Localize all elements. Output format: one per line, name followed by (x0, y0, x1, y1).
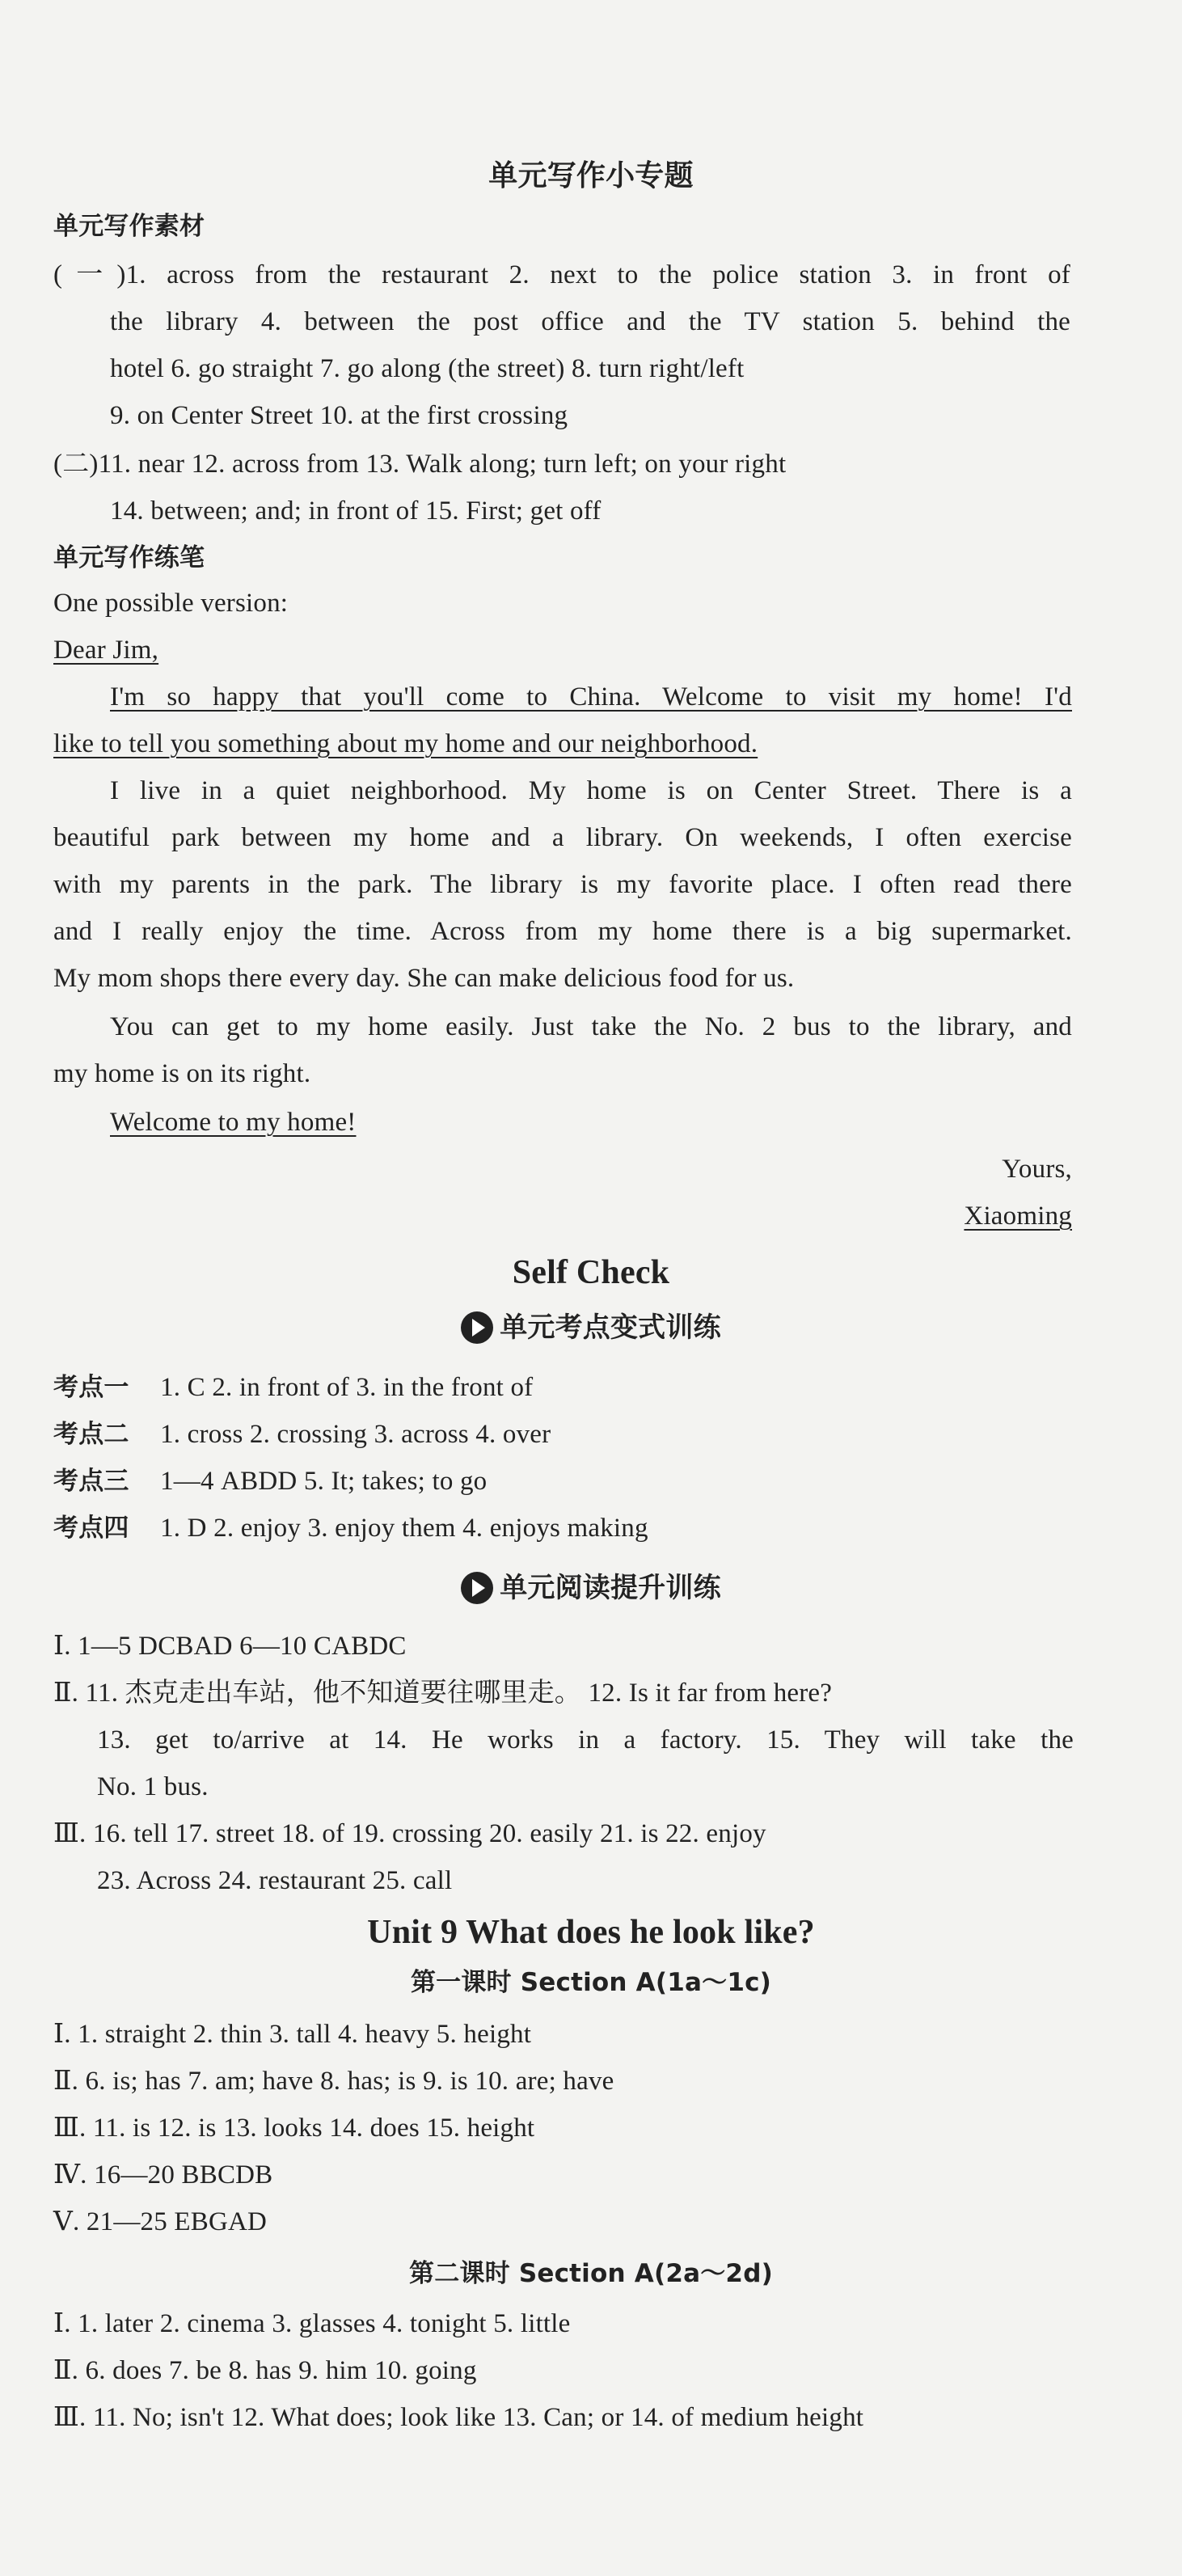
letter-line: Welcome to my home! (110, 1108, 357, 1137)
section-title: 单元考点变式训练 (500, 1311, 721, 1344)
material-line: the library 4. between the post office and the TV station 5. behind the (110, 307, 1070, 336)
material-line: 14. between; and; in front of 15. First; get off (110, 496, 602, 526)
letter-line: I live in a quiet neighborhood. My home is on Center Street. There is a (110, 776, 1072, 805)
play-arrow-icon (461, 1311, 493, 1344)
lesson2-line: Ⅲ. 11. No; isn't 12. What does; look like 13. Can; or 14. of medium height (53, 2403, 864, 2432)
kaodian-row (53, 1510, 648, 1546)
reading-line: Ⅲ. 16. tell 17. street 18. of 19. crossing 20. easily 21. is 22. enjoy (53, 1819, 766, 1848)
kaodian-row (53, 1370, 533, 1405)
letter-closing: Yours, (1002, 1155, 1072, 1184)
reading-line: 23. Across 24. restaurant 25. call (97, 1866, 453, 1895)
kaodian-row (53, 1463, 487, 1499)
kaodian-row (53, 1417, 551, 1452)
lesson1-line: Ⅳ. 16—20 BBCDB (53, 2160, 273, 2190)
lesson2-line: Ⅱ. 6. does 7. be 8. has 9. him 10. going (53, 2356, 477, 2385)
writing-title: 单元写作小专题 (488, 159, 694, 192)
letter-line: My mom shops there every day. She can make delicious food for us. (53, 964, 795, 993)
lesson1-line: Ⅱ. 6. is; has 7. am; have 8. has; is 9. is 10. are; have (53, 2067, 614, 2096)
section-heading-kaodian (0, 1310, 1182, 1353)
section-heading-reading (0, 1570, 1182, 1614)
letter-greeting: Dear Jim, (53, 636, 159, 665)
lesson2-title: 第二课时 Section A(2a～2d) (409, 2259, 773, 2288)
lesson1-line: Ⅰ. 1. straight 2. thin 3. tall 4. heavy 5. height (53, 2020, 532, 2049)
kaodian-answers: 1. C 2. in front of 3. in the front of (160, 1373, 534, 1402)
play-arrow-icon (461, 1572, 493, 1604)
material-line: (二)11. near 12. across from 13. Walk along; turn left; on your right (53, 450, 787, 479)
letter-line: my home is on its right. (53, 1059, 311, 1088)
letter-line: with my parents in the park. The library is my favorite place. I often read there (53, 870, 1072, 899)
reading-line: 13. get to/arrive at 14. He works in a factory. 15. They will take the (97, 1725, 1074, 1755)
kaodian-answers: 1. D 2. enjoy 3. enjoy them 4. enjoys making (160, 1514, 648, 1543)
kaodian-label: 考点一 (53, 1373, 129, 1402)
unit9-title: Unit 9 What does he look like? (367, 1914, 815, 1951)
practice-heading: 单元写作练笔 (53, 543, 205, 572)
material-line: (一)1. across from the restaurant 2. next to the police station 3. in front of (53, 260, 1070, 289)
reading-line: Ⅱ. 11. 杰克走出车站，他不知道要往哪里走。 12. Is it far from here? (53, 1679, 833, 1708)
kaodian-label: 考点二 (53, 1420, 129, 1449)
material-line: 9. on Center Street 10. at the first crossing (110, 401, 568, 430)
letter-line: like to tell you something about my home and our neighborhood. (53, 729, 758, 758)
kaodian-answers: 1—4 ABDD 5. It; takes; to go (160, 1467, 488, 1496)
letter-line: You can get to my home easily. Just take the No. 2 bus to the library, and (110, 1012, 1072, 1041)
materials-heading: 单元写作素材 (53, 212, 205, 241)
intro-line: One possible version: (53, 589, 289, 618)
lesson1-title: 第一课时 Section A(1a～1c) (410, 1968, 772, 1997)
self-check-title: Self Check (512, 1254, 670, 1291)
letter-signature: Xiaoming (964, 1201, 1072, 1231)
lesson1-line: Ⅴ. 21—25 EBGAD (53, 2207, 268, 2236)
kaodian-label: 考点三 (53, 1467, 129, 1496)
letter-line: I'm so happy that you'll come to China. Welcome to visit my home! I'd (110, 682, 1072, 712)
kaodian-label: 考点四 (53, 1514, 129, 1543)
lesson1-line: Ⅲ. 11. is 12. is 13. looks 14. does 15. height (53, 2114, 535, 2143)
reading-line: Ⅰ. 1—5 DCBAD 6—10 CABDC (53, 1632, 407, 1661)
lesson2-line: Ⅰ. 1. later 2. cinema 3. glasses 4. tonight 5. little (53, 2309, 571, 2338)
letter-line: and I really enjoy the time. Across from my home there is a big supermarket. (53, 917, 1072, 946)
letter-line: beautiful park between my home and a library. On weekends, I often exercise (53, 823, 1072, 852)
reading-line: No. 1 bus. (97, 1772, 209, 1801)
section-title: 单元阅读提升训练 (500, 1572, 721, 1604)
material-line: hotel 6. go straight 7. go along (the street) 8. turn right/left (110, 354, 745, 383)
kaodian-answers: 1. cross 2. crossing 3. across 4. over (160, 1420, 551, 1449)
